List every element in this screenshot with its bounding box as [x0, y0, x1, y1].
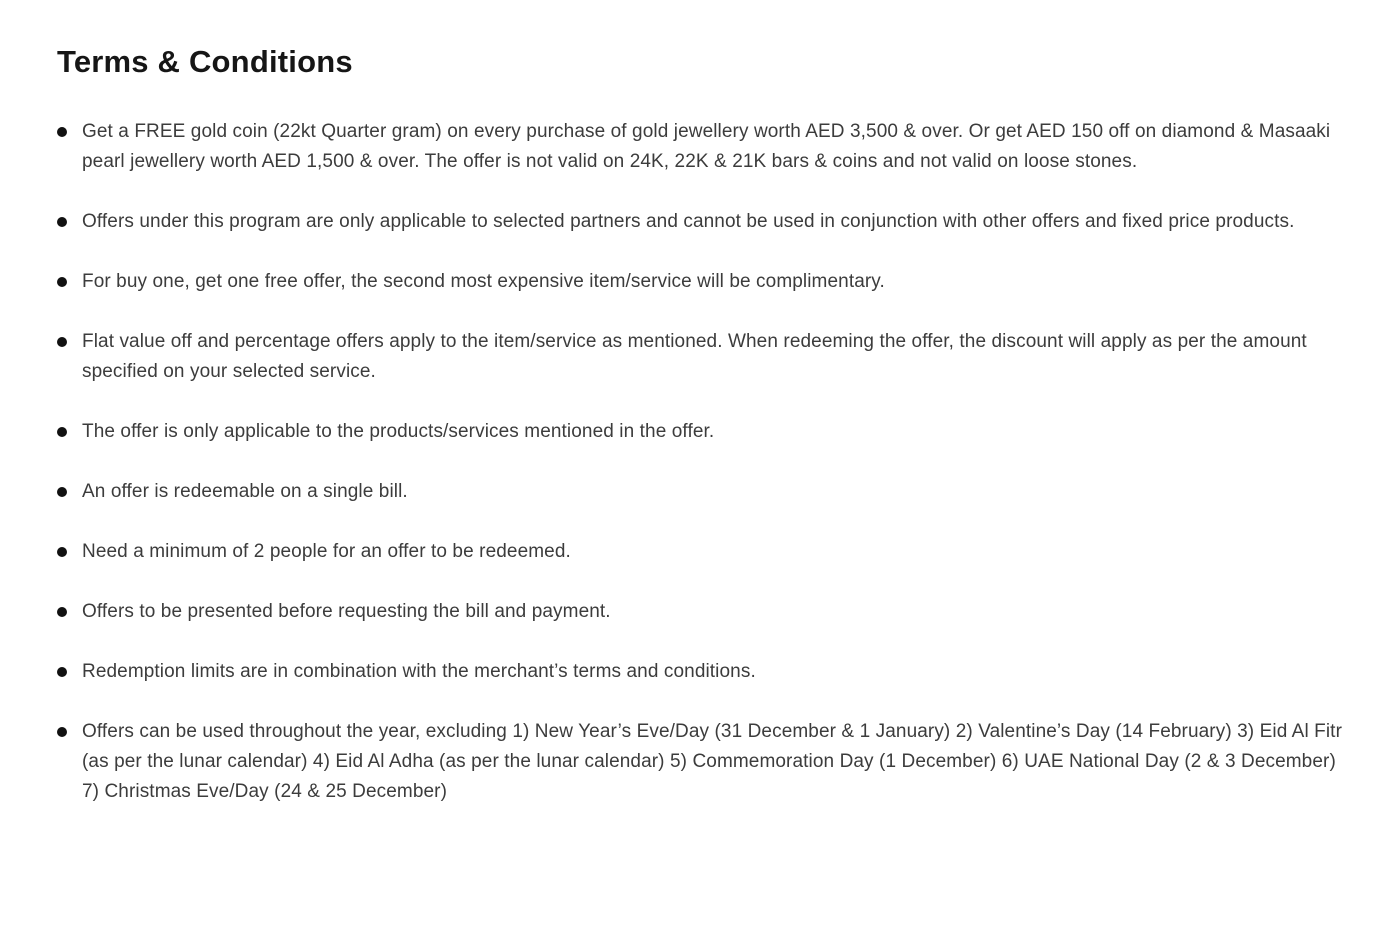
terms-list-item [57, 417, 1342, 447]
terms-list-item [57, 657, 1342, 687]
terms-list [57, 117, 1342, 807]
bullet-icon [57, 667, 67, 677]
terms-list-item [57, 537, 1342, 567]
bullet-icon [57, 427, 67, 437]
terms-item-text: Offers can be used throughout the year, excluding 1) New Year’s Eve/Day (31 December & 1 January) 2) Valentine’s Day (14 February) 3) Eid Al Fitr (as per the lunar calendar) 4) Eid Al Adha (as per the lunar calendar) 5) Commemoration Day (1 December) 6) UAE National Day (2 & 3 December) 7) Christmas Eve/Day (24 & 25 December) [82, 720, 1342, 802]
terms-item-text: Offers to be presented before requesting the bill and payment. [82, 600, 611, 622]
terms-item-text: Redemption limits are in combination with the merchant’s terms and conditions. [82, 660, 756, 682]
terms-item-text: An offer is redeemable on a single bill. [82, 480, 408, 502]
bullet-icon [57, 607, 67, 617]
terms-list-item [57, 117, 1342, 177]
terms-list-item [57, 207, 1342, 237]
terms-list-item [57, 717, 1342, 807]
terms-list-item [57, 597, 1342, 627]
terms-list-item [57, 267, 1342, 297]
terms-item-text: The offer is only applicable to the products/services mentioned in the offer. [82, 420, 715, 442]
page-title: Terms & Conditions [57, 44, 353, 79]
bullet-icon [57, 487, 67, 497]
bullet-icon [57, 277, 67, 287]
terms-item-text: Need a minimum of 2 people for an offer to be redeemed. [82, 540, 571, 562]
terms-item-text: Flat value off and percentage offers apply to the item/service as mentioned. When redeeming the offer, the discount will apply as per the amount specified on your selected service. [82, 330, 1307, 382]
terms-list-item [57, 477, 1342, 507]
terms-list-item [57, 327, 1342, 387]
bullet-icon [57, 727, 67, 737]
terms-item-text: Offers under this program are only applicable to selected partners and cannot be used in conjunction with other offers and fixed price products. [82, 210, 1295, 232]
terms-item-text: Get a FREE gold coin (22kt Quarter gram) on every purchase of gold jewellery worth AED 3,500 & over. Or get AED 150 off on diamond & Masaaki pearl jewellery worth AED 1,500 & over. The offer is not valid on 24K, 22K & 21K bars & coins and not valid on loose stones. [82, 120, 1331, 172]
terms-item-text: For buy one, get one free offer, the second most expensive item/service will be complimentary. [82, 270, 885, 292]
bullet-icon [57, 547, 67, 557]
bullet-icon [57, 217, 67, 227]
bullet-icon [57, 127, 67, 137]
bullet-icon [57, 337, 67, 347]
